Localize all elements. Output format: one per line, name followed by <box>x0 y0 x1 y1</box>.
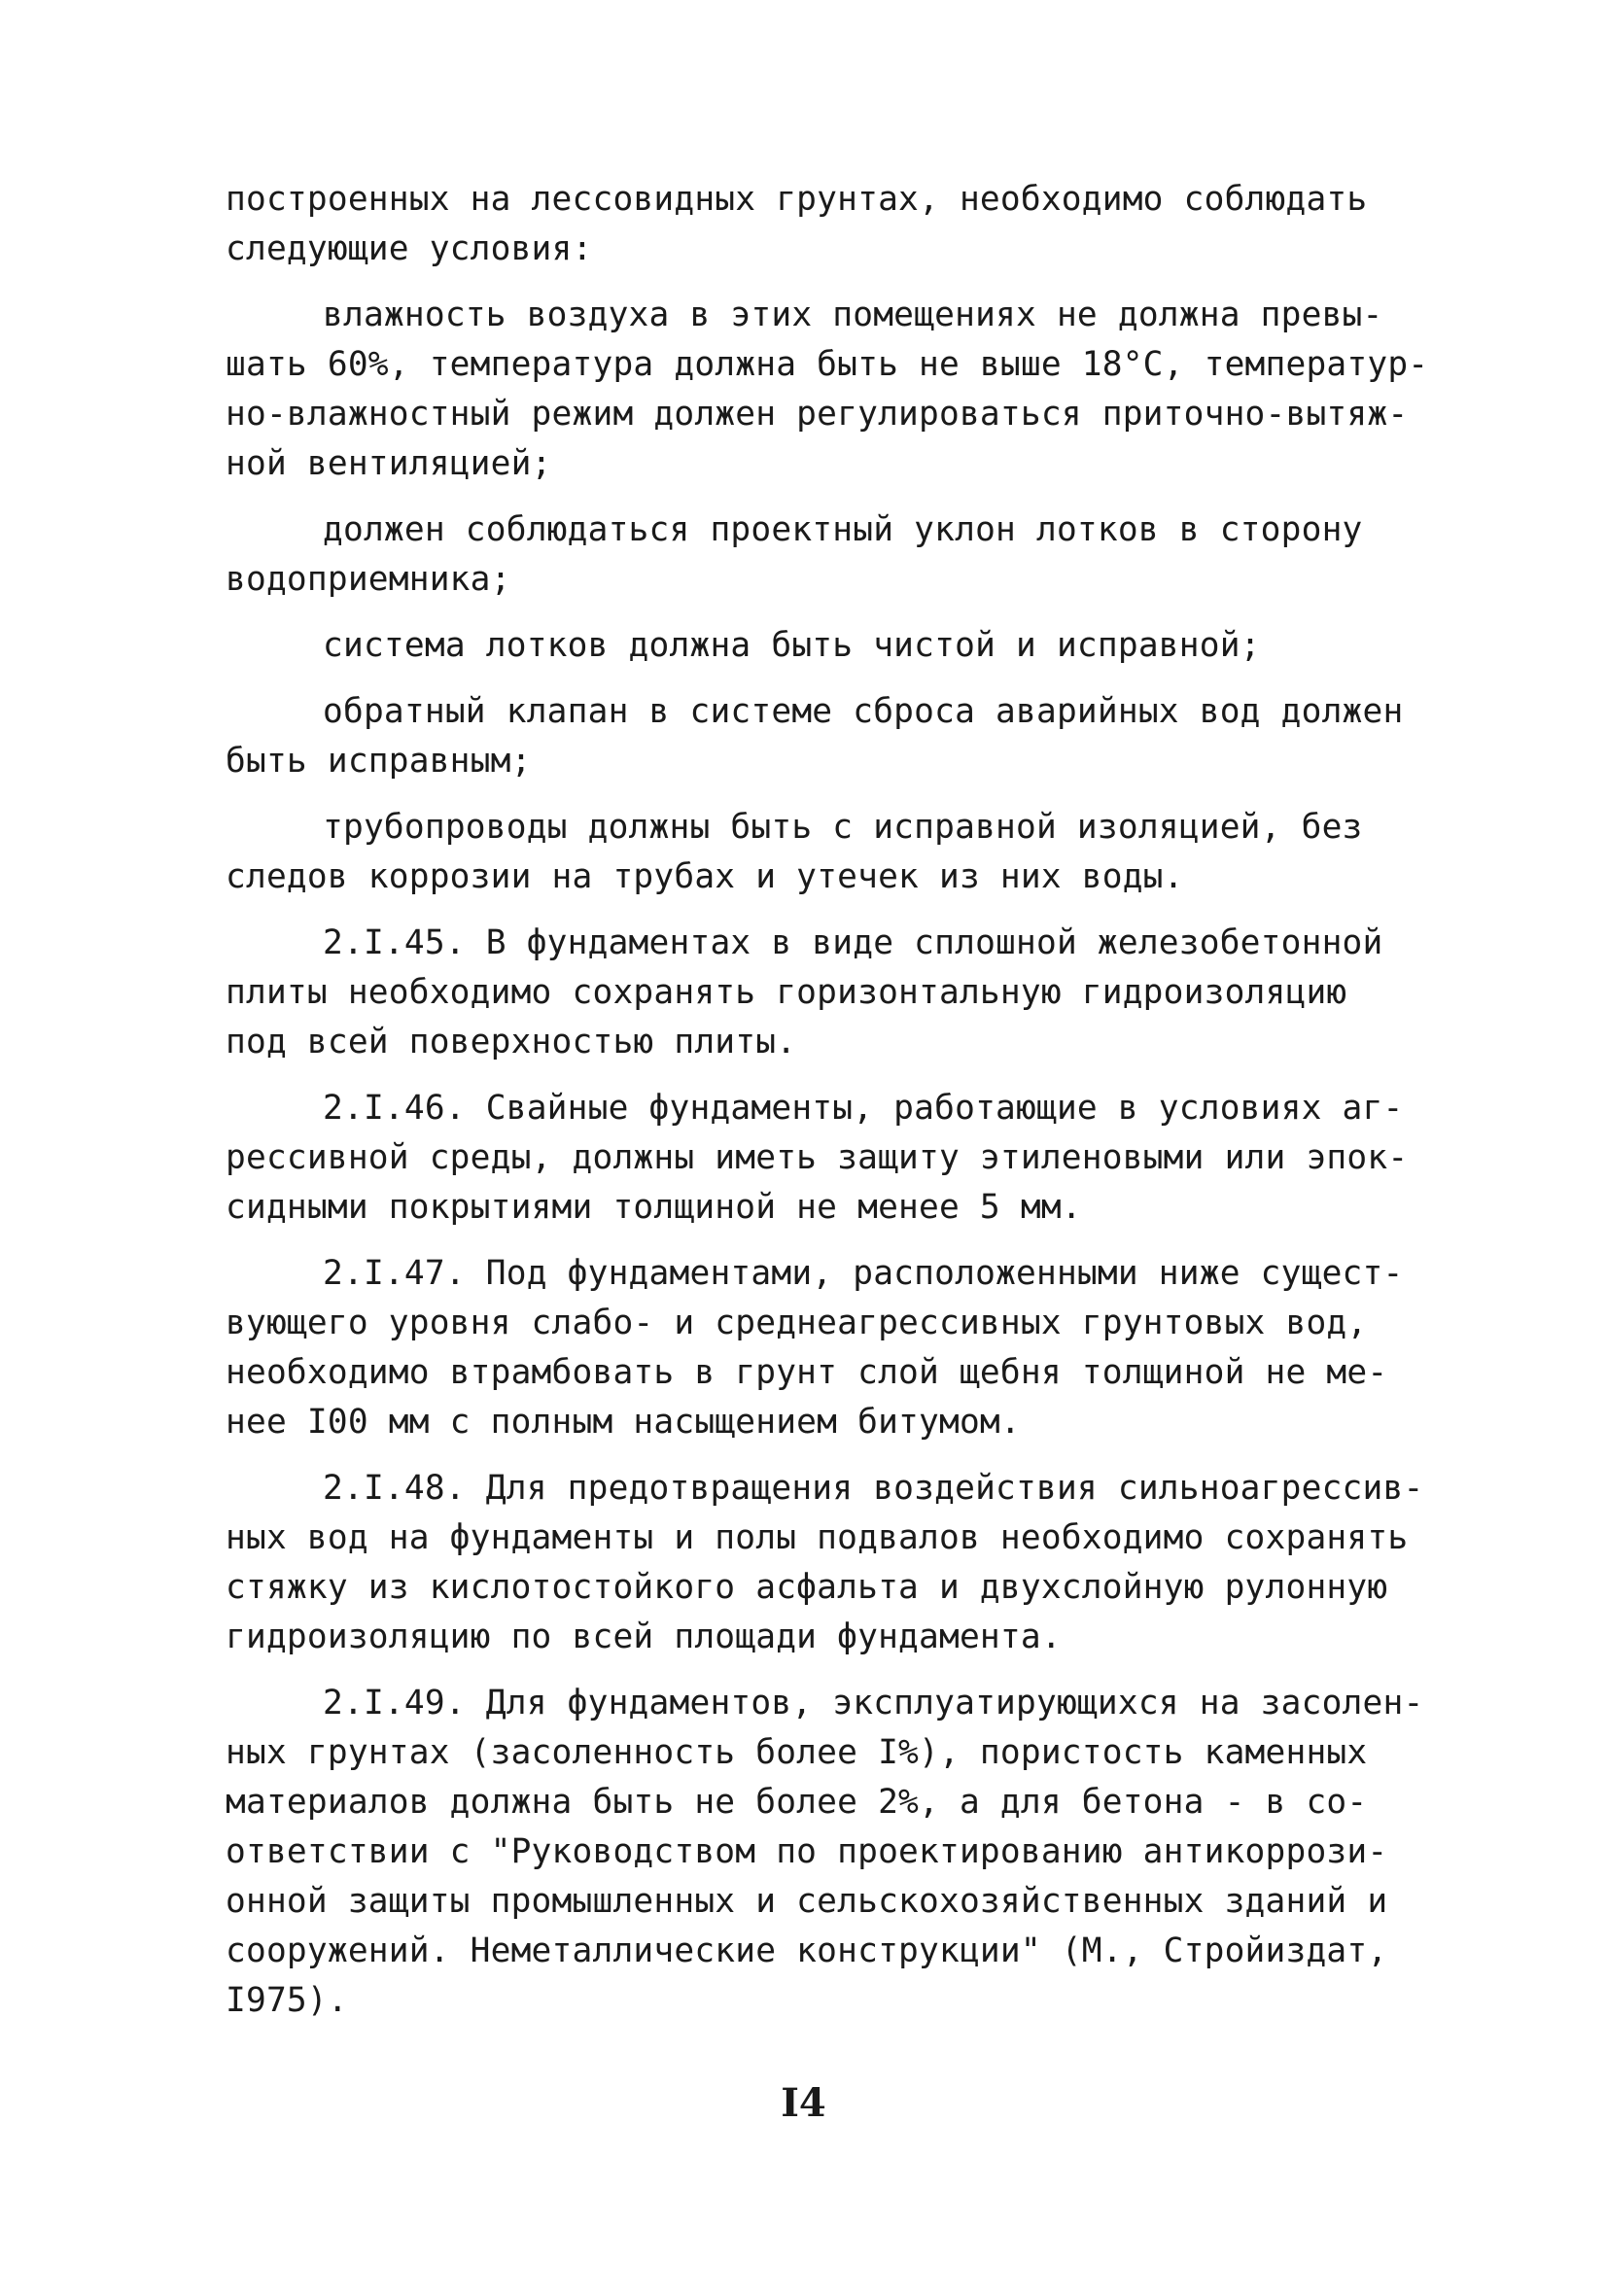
text-line: водоприемника; <box>226 560 511 599</box>
paragraph <box>226 505 1421 605</box>
paragraph <box>226 1084 1421 1233</box>
paragraph <box>226 175 1421 274</box>
page-number: I4 <box>781 2080 826 2126</box>
paragraph <box>226 1679 1424 2026</box>
text-line: система лотков должна быть чистой и исправной; <box>323 626 1261 665</box>
text-line: быть исправным; <box>226 742 532 781</box>
text-line: онной защиты промышленных и сельскохозяйственных зданий и <box>226 1882 1388 1921</box>
text-line: шать 60%, температура должна быть не выше 18°С, температур- <box>226 345 1429 384</box>
text-line: трубопроводы должны быть с исправной изоляцией, без <box>323 808 1363 847</box>
text-line: материалов должна быть не более 2%, а для бетона - в со- <box>226 1783 1368 1822</box>
body-text <box>226 175 1429 2042</box>
text-line: вующего уровня слабо- и среднеагрессивных грунтовых вод, <box>226 1304 1368 1342</box>
text-line: рессивной среды, должны иметь защиту этиленовыми или эпок- <box>226 1138 1409 1177</box>
text-line: сооружений. Неметаллические конструкции" (М., Стройиздат, <box>226 1931 1388 1970</box>
text-line: сидными покрытиями толщиной не менее 5 мм. <box>226 1188 1082 1227</box>
text-line: гидроизоляцию по всей площади фундамента. <box>226 1618 1062 1656</box>
text-line: 2.I.45. В фундаментах в виде сплошной железобетонной <box>323 923 1383 962</box>
text-line: влажность воздуха в этих помещениях не должна превы- <box>323 296 1383 334</box>
paragraph <box>226 291 1429 489</box>
paragraph <box>226 621 1421 671</box>
paragraph <box>226 687 1421 786</box>
paragraph <box>226 1464 1424 1662</box>
text-line: следующие условия: <box>226 229 593 268</box>
text-line: стяжку из кислотостойкого асфальта и двухслойную рулонную <box>226 1568 1388 1607</box>
text-line: обратный клапан в системе сброса аварийных вод должен <box>323 692 1404 731</box>
text-line: 2.I.48. Для предотвращения воздействия сильноагрессив- <box>323 1469 1424 1508</box>
text-line: 2.I.49. Для фундаментов, эксплуатирующихся на засолен- <box>323 1684 1424 1722</box>
paragraph <box>226 1249 1421 1447</box>
text-line: под всей поверхностью плиты. <box>226 1023 797 1061</box>
paragraph <box>226 803 1421 902</box>
text-line: плиты необходимо сохранять горизонтальную гидроизоляцию <box>226 973 1347 1012</box>
text-line: должен соблюдаться проектный уклон лотков в сторону <box>323 510 1363 549</box>
text-line: но-влажностный режим должен регулироваться приточно-вытяж- <box>226 395 1409 434</box>
text-line: ной вентиляцией; <box>226 444 552 483</box>
text-line: построенных на лессовидных грунтах, необходимо соблюдать <box>226 180 1368 219</box>
text-line: следов коррозии на трубах и утечек из них воды. <box>226 857 1184 896</box>
text-line: ных вод на фундаменты и полы подвалов необходимо сохранять <box>226 1518 1409 1557</box>
paragraph <box>226 919 1421 1067</box>
text-line: необходимо втрамбовать в грунт слой щебня толщиной не ме- <box>226 1353 1388 1392</box>
text-line: ных грунтах (засоленность более I%), пористость каменных <box>226 1733 1368 1772</box>
text-line: 2.I.47. Под фундаментами, расположенными ниже сущест- <box>323 1254 1404 1293</box>
text-line: ответствии с "Руководством по проектированию антикоррози- <box>226 1832 1388 1871</box>
text-line: I975). <box>226 1981 348 2020</box>
text-line: нее I00 мм с полным насыщением битумом. <box>226 1403 1021 1442</box>
text-line: 2.I.46. Свайные фундаменты, работающие в условиях аг- <box>323 1089 1404 1128</box>
